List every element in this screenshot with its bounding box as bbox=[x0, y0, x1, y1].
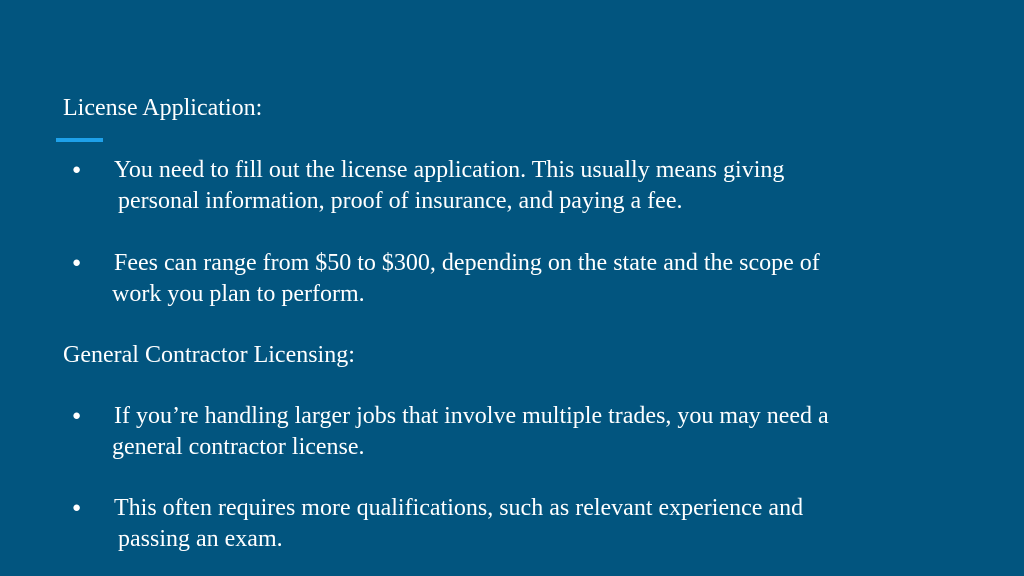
bullet-text-line: personal information, proof of insurance, and paying a fee. bbox=[118, 188, 683, 214]
bullet-dot-icon: ● bbox=[72, 500, 82, 516]
bullet-text-line: work you plan to perform. bbox=[112, 281, 365, 307]
bullet-text-line: You need to fill out the license application. This usually means giving bbox=[114, 157, 785, 183]
bullet-text-line: passing an exam. bbox=[118, 526, 283, 552]
bullet-item bbox=[72, 248, 972, 310]
section-heading-license-application: License Application: bbox=[63, 95, 263, 121]
bullet-item bbox=[72, 155, 972, 217]
bullet-dot-icon: ● bbox=[72, 255, 82, 271]
heading-accent-bar bbox=[56, 138, 103, 142]
bullet-dot-icon: ● bbox=[72, 408, 82, 424]
bullet-text-line: Fees can range from $50 to $300, depending on the state and the scope of bbox=[114, 250, 820, 276]
bullet-dot-icon: ● bbox=[72, 162, 82, 178]
bullet-text-line: general contractor license. bbox=[112, 434, 365, 460]
bullet-item bbox=[72, 401, 972, 463]
bullet-item bbox=[72, 493, 972, 555]
bullet-text-line: If you’re handling larger jobs that involve multiple trades, you may need a bbox=[114, 403, 829, 429]
section-heading-general-contractor-licensing: General Contractor Licensing: bbox=[63, 342, 355, 368]
bullet-text-line: This often requires more qualifications, such as relevant experience and bbox=[114, 495, 804, 521]
